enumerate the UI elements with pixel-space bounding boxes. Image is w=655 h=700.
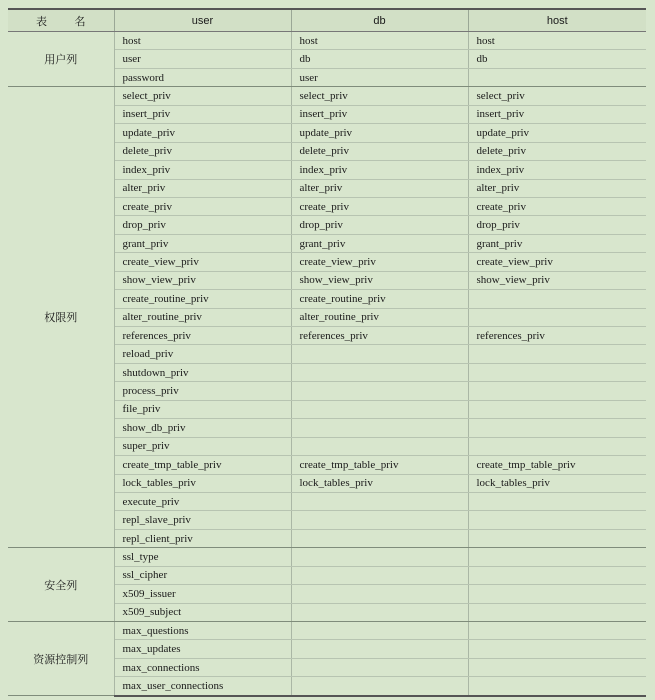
host-column-cell: index_priv xyxy=(468,161,646,179)
user-column-cell: select_priv xyxy=(114,87,291,105)
db-column-cell xyxy=(291,585,468,603)
user-column-cell: delete_priv xyxy=(114,142,291,160)
header-row xyxy=(8,9,646,32)
table-row xyxy=(8,32,646,50)
db-column-cell xyxy=(291,363,468,381)
host-column-cell xyxy=(468,603,646,621)
host-column-cell xyxy=(468,290,646,308)
user-column-cell: create_tmp_table_priv xyxy=(114,456,291,474)
db-column-cell: create_routine_priv xyxy=(291,290,468,308)
db-column-cell: create_view_priv xyxy=(291,253,468,271)
user-column-cell: create_routine_priv xyxy=(114,290,291,308)
host-column-cell: references_priv xyxy=(468,327,646,345)
header-user: user xyxy=(114,9,291,32)
host-column-cell: update_priv xyxy=(468,124,646,142)
privilege-table xyxy=(8,8,646,697)
host-column-cell xyxy=(468,308,646,326)
db-column-cell: index_priv xyxy=(291,161,468,179)
user-column-cell: password xyxy=(114,68,291,86)
user-column-cell: alter_routine_priv xyxy=(114,308,291,326)
user-column-cell: execute_priv xyxy=(114,492,291,510)
db-column-cell: alter_priv xyxy=(291,179,468,197)
user-column-cell: shutdown_priv xyxy=(114,363,291,381)
db-column-cell: insert_priv xyxy=(291,105,468,123)
user-column-cell: process_priv xyxy=(114,382,291,400)
db-column-cell xyxy=(291,492,468,510)
db-column-cell xyxy=(291,382,468,400)
db-column-cell: show_view_priv xyxy=(291,271,468,289)
table-row xyxy=(8,548,646,566)
host-column-cell xyxy=(468,529,646,547)
host-column-cell xyxy=(468,640,646,658)
user-column-cell: user xyxy=(114,50,291,68)
db-column-cell xyxy=(291,437,468,455)
host-column-cell xyxy=(468,658,646,676)
db-column-cell: user xyxy=(291,68,468,86)
user-column-cell: lock_tables_priv xyxy=(114,474,291,492)
table-row xyxy=(8,87,646,105)
db-column-cell xyxy=(291,603,468,621)
db-column-cell xyxy=(291,640,468,658)
table-body xyxy=(8,32,646,696)
host-column-cell xyxy=(468,548,646,566)
host-column-cell xyxy=(468,437,646,455)
user-column-cell: x509_subject xyxy=(114,603,291,621)
host-column-cell: host xyxy=(468,32,646,50)
user-column-cell: create_view_priv xyxy=(114,253,291,271)
category-cell: 权限列 xyxy=(8,87,114,548)
host-column-cell xyxy=(468,677,646,696)
host-column-cell xyxy=(468,400,646,418)
db-column-cell xyxy=(291,345,468,363)
user-column-cell: index_priv xyxy=(114,161,291,179)
host-column-cell xyxy=(468,622,646,640)
db-column-cell: alter_routine_priv xyxy=(291,308,468,326)
host-column-cell: alter_priv xyxy=(468,179,646,197)
host-column-cell: create_view_priv xyxy=(468,253,646,271)
user-column-cell: max_user_connections xyxy=(114,677,291,696)
host-column-cell xyxy=(468,382,646,400)
db-column-cell: select_priv xyxy=(291,87,468,105)
user-column-cell: insert_priv xyxy=(114,105,291,123)
header-db: db xyxy=(291,9,468,32)
host-column-cell: create_priv xyxy=(468,197,646,215)
host-column-cell: lock_tables_priv xyxy=(468,474,646,492)
user-column-cell: drop_priv xyxy=(114,216,291,234)
db-column-cell: grant_priv xyxy=(291,234,468,252)
user-column-cell: max_questions xyxy=(114,622,291,640)
db-column-cell xyxy=(291,511,468,529)
user-column-cell: repl_slave_priv xyxy=(114,511,291,529)
category-cell: 用户列 xyxy=(8,32,114,87)
host-column-cell: delete_priv xyxy=(468,142,646,160)
host-column-cell xyxy=(468,492,646,510)
db-column-cell: references_priv xyxy=(291,327,468,345)
user-column-cell: create_priv xyxy=(114,197,291,215)
host-column-cell xyxy=(468,419,646,437)
host-column-cell xyxy=(468,566,646,584)
table-header xyxy=(8,9,646,32)
db-column-cell xyxy=(291,419,468,437)
user-column-cell: reload_priv xyxy=(114,345,291,363)
db-column-cell: host xyxy=(291,32,468,50)
db-column-cell xyxy=(291,400,468,418)
user-column-cell: repl_client_priv xyxy=(114,529,291,547)
db-column-cell xyxy=(291,566,468,584)
host-column-cell xyxy=(468,585,646,603)
user-column-cell: show_view_priv xyxy=(114,271,291,289)
host-column-cell: insert_priv xyxy=(468,105,646,123)
db-column-cell xyxy=(291,622,468,640)
category-cell: 资源控制列 xyxy=(8,622,114,696)
user-column-cell: references_priv xyxy=(114,327,291,345)
user-column-cell: update_priv xyxy=(114,124,291,142)
db-column-cell: create_priv xyxy=(291,197,468,215)
db-column-cell xyxy=(291,658,468,676)
host-column-cell: grant_priv xyxy=(468,234,646,252)
host-column-cell xyxy=(468,68,646,86)
user-column-cell: show_db_priv xyxy=(114,419,291,437)
user-column-cell: host xyxy=(114,32,291,50)
db-column-cell: create_tmp_table_priv xyxy=(291,456,468,474)
table-row xyxy=(8,622,646,640)
host-column-cell xyxy=(468,345,646,363)
user-column-cell: grant_priv xyxy=(114,234,291,252)
db-column-cell: db xyxy=(291,50,468,68)
db-column-cell xyxy=(291,548,468,566)
privilege-table-container xyxy=(8,8,646,697)
user-column-cell: ssl_cipher xyxy=(114,566,291,584)
category-cell: 安全列 xyxy=(8,548,114,622)
header-host: host xyxy=(468,9,646,32)
host-column-cell: create_tmp_table_priv xyxy=(468,456,646,474)
db-column-cell: drop_priv xyxy=(291,216,468,234)
user-column-cell: super_priv xyxy=(114,437,291,455)
user-column-cell: file_priv xyxy=(114,400,291,418)
db-column-cell xyxy=(291,529,468,547)
user-column-cell: alter_priv xyxy=(114,179,291,197)
db-column-cell: lock_tables_priv xyxy=(291,474,468,492)
host-column-cell: db xyxy=(468,50,646,68)
host-column-cell: drop_priv xyxy=(468,216,646,234)
header-table-name xyxy=(8,9,114,32)
user-column-cell: max_connections xyxy=(114,658,291,676)
host-column-cell xyxy=(468,363,646,381)
user-column-cell: ssl_type xyxy=(114,548,291,566)
user-column-cell: x509_issuer xyxy=(114,585,291,603)
db-column-cell: delete_priv xyxy=(291,142,468,160)
host-column-cell: show_view_priv xyxy=(468,271,646,289)
header-table-name-label: 表 名 xyxy=(36,14,98,28)
host-column-cell xyxy=(468,511,646,529)
user-column-cell: max_updates xyxy=(114,640,291,658)
host-column-cell: select_priv xyxy=(468,87,646,105)
db-column-cell: update_priv xyxy=(291,124,468,142)
db-column-cell xyxy=(291,677,468,696)
